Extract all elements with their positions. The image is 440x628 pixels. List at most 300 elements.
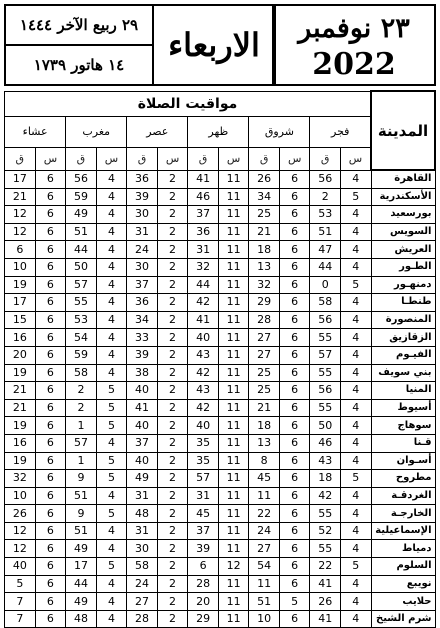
coptic-date: ١٤ هاتور ١٧٣٩ (6, 44, 152, 84)
hour-cell: 11 (218, 593, 249, 611)
minute-cell: 25 (249, 206, 280, 224)
table-row (5, 311, 436, 329)
hour-cell: 2 (157, 276, 188, 294)
minute-cell: 19 (5, 452, 36, 470)
hour-cell: 4 (96, 241, 127, 259)
minute-cell: 25 (249, 382, 280, 400)
hour-cell: 4 (340, 311, 371, 329)
minute-cell: 12 (5, 540, 36, 558)
city-name: دمياط (371, 540, 435, 558)
minute-cell: 0 (310, 276, 341, 294)
hour-cell: 11 (218, 540, 249, 558)
minute-cell: 43 (188, 346, 219, 364)
hour-cell: 2 (157, 505, 188, 523)
hour-cell: 11 (218, 522, 249, 540)
hour-cell: 4 (96, 258, 127, 276)
hour-cell: 6 (279, 382, 310, 400)
hour-unit-label: س (218, 147, 249, 170)
hour-cell: 6 (35, 558, 66, 576)
hour-cell: 2 (157, 170, 188, 188)
prayer-header: عصر (127, 116, 188, 147)
minute-cell: 44 (66, 575, 97, 593)
hour-cell: 4 (340, 206, 371, 224)
city-name: الإسماعيلية (371, 522, 435, 540)
minute-cell: 57 (310, 346, 341, 364)
hour-cell: 5 (340, 188, 371, 206)
minute-cell: 18 (310, 470, 341, 488)
hour-cell: 12 (218, 558, 249, 576)
hour-cell: 2 (157, 417, 188, 435)
hour-cell: 2 (157, 558, 188, 576)
hour-cell: 2 (157, 258, 188, 276)
city-name: دمنهـور (371, 276, 435, 294)
hour-cell: 4 (340, 487, 371, 505)
city-name: العريش (371, 241, 435, 259)
hour-cell: 6 (279, 452, 310, 470)
minute-cell: 42 (310, 487, 341, 505)
table-row (5, 593, 436, 611)
minute-cell: 27 (249, 329, 280, 347)
minute-cell: 20 (5, 346, 36, 364)
minute-cell: 24 (127, 241, 158, 259)
hour-cell: 4 (340, 399, 371, 417)
minute-cell: 30 (127, 540, 158, 558)
minute-cell: 18 (249, 241, 280, 259)
hour-cell: 6 (35, 382, 66, 400)
minute-cell: 31 (188, 241, 219, 259)
city-name: طنطـا (371, 294, 435, 312)
minute-cell: 10 (5, 487, 36, 505)
city-name: السويس (371, 223, 435, 241)
hour-cell: 6 (35, 311, 66, 329)
minute-cell: 48 (127, 505, 158, 523)
minute-cell: 39 (188, 540, 219, 558)
hour-cell: 6 (35, 610, 66, 628)
minute-cell: 2 (310, 188, 341, 206)
hour-cell: 4 (96, 294, 127, 312)
hour-cell: 11 (218, 417, 249, 435)
minute-cell: 28 (188, 575, 219, 593)
hour-cell: 6 (279, 417, 310, 435)
hour-cell: 11 (218, 452, 249, 470)
table-row (5, 258, 436, 276)
hour-cell: 6 (35, 593, 66, 611)
hour-cell: 11 (218, 311, 249, 329)
minute-cell: 43 (310, 452, 341, 470)
hour-cell: 6 (35, 206, 66, 224)
hour-cell: 6 (279, 188, 310, 206)
hour-cell: 6 (35, 241, 66, 259)
hour-cell: 4 (340, 170, 371, 188)
minute-cell: 58 (127, 558, 158, 576)
hour-cell: 6 (279, 399, 310, 417)
hour-cell: 4 (96, 434, 127, 452)
city-name: سوهاج (371, 417, 435, 435)
hour-cell: 6 (35, 540, 66, 558)
table-row (5, 540, 436, 558)
minute-cell: 39 (127, 346, 158, 364)
hour-cell: 6 (279, 206, 310, 224)
city-name: الزقازيق (371, 329, 435, 347)
minute-cell: 33 (127, 329, 158, 347)
hour-cell: 4 (96, 276, 127, 294)
city-name: القاهرة (371, 170, 435, 188)
minute-cell: 12 (5, 522, 36, 540)
minute-cell: 58 (66, 364, 97, 382)
minute-cell: 16 (5, 434, 36, 452)
hour-cell: 4 (96, 593, 127, 611)
minute-cell: 59 (66, 188, 97, 206)
minute-unit-label: ق (249, 147, 280, 170)
city-name: الأسكندرية (371, 188, 435, 206)
minute-cell: 21 (249, 399, 280, 417)
hour-cell: 4 (96, 223, 127, 241)
weekday: الاربعاء (168, 26, 260, 64)
table-row (5, 505, 436, 523)
minute-cell: 16 (5, 329, 36, 347)
minute-cell: 49 (66, 206, 97, 224)
hour-cell: 5 (96, 399, 127, 417)
minute-unit-label: ق (188, 147, 219, 170)
minute-cell: 1 (66, 417, 97, 435)
minute-cell: 59 (66, 346, 97, 364)
hour-cell: 11 (218, 610, 249, 628)
hour-cell: 2 (157, 399, 188, 417)
city-name: بني سويف (371, 364, 435, 382)
minute-cell: 46 (188, 188, 219, 206)
hour-cell: 4 (340, 329, 371, 347)
hour-cell: 2 (157, 470, 188, 488)
minute-cell: 17 (5, 170, 36, 188)
table-row (5, 382, 436, 400)
minute-cell: 55 (310, 505, 341, 523)
minute-cell: 13 (249, 434, 280, 452)
minute-cell: 31 (127, 522, 158, 540)
minute-cell: 26 (249, 170, 280, 188)
minute-cell: 32 (249, 276, 280, 294)
minute-cell: 40 (188, 329, 219, 347)
minute-cell: 37 (188, 206, 219, 224)
minute-cell: 56 (66, 170, 97, 188)
hour-cell: 6 (35, 223, 66, 241)
hour-cell: 6 (279, 470, 310, 488)
hour-cell: 6 (35, 294, 66, 312)
hour-cell: 6 (35, 434, 66, 452)
minute-cell: 55 (66, 294, 97, 312)
minute-cell: 12 (5, 223, 36, 241)
hour-cell: 4 (340, 241, 371, 259)
table-row (5, 610, 436, 628)
minute-cell: 41 (310, 610, 341, 628)
hour-cell: 5 (96, 382, 127, 400)
table-row (5, 206, 436, 224)
minute-cell: 49 (66, 593, 97, 611)
minute-cell: 53 (66, 311, 97, 329)
hour-cell: 6 (279, 223, 310, 241)
minute-cell: 10 (249, 610, 280, 628)
minute-cell: 39 (127, 188, 158, 206)
hour-cell: 6 (279, 311, 310, 329)
minute-cell: 56 (310, 382, 341, 400)
hour-cell: 5 (96, 470, 127, 488)
table-row (5, 329, 436, 347)
hour-cell: 4 (96, 487, 127, 505)
city-name: الغردقـة (371, 487, 435, 505)
minute-cell: 41 (310, 575, 341, 593)
minute-cell: 50 (310, 417, 341, 435)
hour-cell: 11 (218, 276, 249, 294)
city-name: شرم الشيخ (371, 610, 435, 628)
minute-cell: 58 (310, 294, 341, 312)
minute-cell: 37 (127, 276, 158, 294)
table-row (5, 170, 436, 188)
minute-cell: 42 (188, 364, 219, 382)
prayer-header: مغرب (66, 116, 127, 147)
hour-cell: 2 (157, 364, 188, 382)
hour-cell: 2 (157, 188, 188, 206)
minute-cell: 40 (127, 452, 158, 470)
hour-cell: 5 (96, 558, 127, 576)
city-name: الفيـوم (371, 346, 435, 364)
minute-cell: 56 (310, 311, 341, 329)
hour-cell: 6 (279, 434, 310, 452)
hour-unit-label: س (279, 147, 310, 170)
hour-cell: 6 (35, 170, 66, 188)
hour-cell: 6 (35, 329, 66, 347)
minute-unit-label: ق (5, 147, 36, 170)
minute-cell: 19 (5, 364, 36, 382)
hour-cell: 2 (157, 575, 188, 593)
hour-cell: 4 (96, 540, 127, 558)
minute-cell: 53 (310, 206, 341, 224)
table-title: مواقيت الصلاة (5, 91, 372, 116)
hour-cell: 4 (340, 382, 371, 400)
minute-cell: 45 (188, 505, 219, 523)
table-row (5, 276, 436, 294)
hour-cell: 2 (157, 382, 188, 400)
minute-cell: 51 (66, 487, 97, 505)
hour-cell: 11 (218, 346, 249, 364)
minute-cell: 42 (188, 294, 219, 312)
table-row (5, 575, 436, 593)
minute-cell: 44 (310, 258, 341, 276)
hour-cell: 5 (340, 276, 371, 294)
hour-cell: 2 (157, 487, 188, 505)
table-row (5, 558, 436, 576)
city-name: حلايب (371, 593, 435, 611)
minute-cell: 40 (127, 417, 158, 435)
hour-cell: 6 (35, 417, 66, 435)
minute-cell: 5 (5, 575, 36, 593)
hour-cell: 5 (340, 470, 371, 488)
table-row (5, 346, 436, 364)
minute-cell: 49 (127, 470, 158, 488)
hour-cell: 2 (157, 346, 188, 364)
minute-cell: 18 (249, 417, 280, 435)
hour-cell: 6 (35, 505, 66, 523)
hour-cell: 4 (96, 311, 127, 329)
minute-cell: 2 (66, 382, 97, 400)
hour-cell: 6 (35, 522, 66, 540)
hour-cell: 2 (157, 610, 188, 628)
table-row (5, 452, 436, 470)
hour-cell: 4 (96, 329, 127, 347)
minute-cell: 54 (249, 558, 280, 576)
minute-cell: 21 (5, 399, 36, 417)
city-name: المنيا (371, 382, 435, 400)
hour-cell: 2 (157, 241, 188, 259)
table-row (5, 522, 436, 540)
minute-cell: 31 (127, 223, 158, 241)
minute-cell: 13 (249, 258, 280, 276)
minute-cell: 36 (127, 294, 158, 312)
minute-cell: 11 (249, 575, 280, 593)
minute-cell: 24 (127, 575, 158, 593)
minute-cell: 55 (310, 399, 341, 417)
minute-cell: 21 (5, 188, 36, 206)
minute-cell: 7 (5, 593, 36, 611)
minute-cell: 7 (5, 610, 36, 628)
minute-cell: 37 (127, 434, 158, 452)
hijri-date: ٢٩ ربيع الآخر ١٤٤٤ (19, 16, 139, 34)
minute-cell: 57 (66, 276, 97, 294)
hour-cell: 5 (96, 452, 127, 470)
minute-cell: 54 (66, 329, 97, 347)
hour-cell: 2 (157, 311, 188, 329)
minute-cell: 29 (188, 610, 219, 628)
table-row (5, 241, 436, 259)
hour-cell: 2 (157, 434, 188, 452)
minute-cell: 36 (127, 170, 158, 188)
city-name: نويبع (371, 575, 435, 593)
hour-cell: 4 (340, 434, 371, 452)
hour-cell: 11 (218, 294, 249, 312)
hour-cell: 11 (218, 487, 249, 505)
hour-cell: 2 (157, 522, 188, 540)
hour-cell: 6 (35, 346, 66, 364)
minute-cell: 42 (188, 399, 219, 417)
minute-cell: 11 (249, 487, 280, 505)
minute-cell: 52 (310, 522, 341, 540)
hour-cell: 4 (340, 522, 371, 540)
hour-cell: 6 (279, 294, 310, 312)
hour-cell: 4 (340, 505, 371, 523)
minute-cell: 17 (66, 558, 97, 576)
minute-cell: 46 (310, 434, 341, 452)
hour-cell: 6 (35, 364, 66, 382)
hour-cell: 5 (96, 505, 127, 523)
hour-cell: 4 (340, 593, 371, 611)
minute-cell: 40 (127, 382, 158, 400)
minute-cell: 40 (5, 558, 36, 576)
minute-cell: 34 (127, 311, 158, 329)
minute-cell: 44 (66, 241, 97, 259)
city-name: الخارجـة (371, 505, 435, 523)
hour-cell: 11 (218, 505, 249, 523)
weekday-box (152, 4, 276, 86)
minute-cell: 55 (310, 329, 341, 347)
hour-cell: 6 (279, 487, 310, 505)
calendar-dates-box (4, 4, 154, 86)
minute-cell: 21 (5, 382, 36, 400)
prayer-header: ظهر (188, 116, 249, 147)
hour-cell: 4 (96, 346, 127, 364)
minute-cell: 21 (249, 223, 280, 241)
hour-cell: 5 (340, 558, 371, 576)
minute-cell: 35 (188, 434, 219, 452)
minute-cell: 28 (249, 311, 280, 329)
minute-cell: 49 (66, 540, 97, 558)
minute-cell: 51 (249, 593, 280, 611)
minute-cell: 1 (66, 452, 97, 470)
hour-cell: 6 (35, 276, 66, 294)
hour-cell: 4 (340, 258, 371, 276)
minute-cell: 43 (188, 382, 219, 400)
minute-cell: 44 (188, 276, 219, 294)
hour-cell: 4 (340, 417, 371, 435)
hour-cell: 11 (218, 470, 249, 488)
hour-cell: 11 (218, 434, 249, 452)
city-name: مطروح (371, 470, 435, 488)
hour-cell: 6 (279, 558, 310, 576)
hour-cell: 4 (96, 610, 127, 628)
gregorian-year: 2022 (312, 47, 396, 82)
hour-cell: 6 (35, 575, 66, 593)
minute-cell: 29 (249, 294, 280, 312)
hour-cell: 2 (157, 452, 188, 470)
minute-cell: 34 (249, 188, 280, 206)
hour-cell: 2 (157, 593, 188, 611)
hour-cell: 6 (279, 364, 310, 382)
minute-cell: 17 (5, 294, 36, 312)
city-name: أسيوط (371, 399, 435, 417)
hour-cell: 4 (96, 206, 127, 224)
hour-cell: 6 (35, 470, 66, 488)
hour-cell: 4 (340, 610, 371, 628)
gregorian-day-month: ٢٣ نوفمبر (298, 13, 410, 44)
minute-cell: 57 (188, 470, 219, 488)
hour-cell: 6 (279, 258, 310, 276)
hour-cell: 11 (218, 575, 249, 593)
minute-cell: 6 (188, 558, 219, 576)
hour-cell: 4 (340, 452, 371, 470)
table-row (5, 417, 436, 435)
hour-cell: 4 (96, 575, 127, 593)
minute-cell: 19 (5, 417, 36, 435)
gregorian-date-box (272, 4, 436, 86)
hour-cell: 6 (279, 540, 310, 558)
minute-cell: 57 (66, 434, 97, 452)
minute-cell: 9 (66, 470, 97, 488)
hour-cell: 4 (96, 170, 127, 188)
city-column-header: المدينة (371, 91, 435, 170)
minute-cell: 31 (127, 487, 158, 505)
minute-unit-label: ق (66, 147, 97, 170)
hour-cell: 2 (157, 206, 188, 224)
hour-cell: 4 (96, 364, 127, 382)
table-row (5, 223, 436, 241)
minute-cell: 30 (127, 206, 158, 224)
hour-cell: 6 (279, 610, 310, 628)
minute-cell: 41 (127, 399, 158, 417)
minute-cell: 10 (5, 258, 36, 276)
city-name: المنصورة (371, 311, 435, 329)
hour-cell: 6 (279, 346, 310, 364)
hour-unit-label: س (157, 147, 188, 170)
minute-cell: 15 (5, 311, 36, 329)
hour-cell: 6 (279, 170, 310, 188)
hour-cell: 4 (340, 346, 371, 364)
